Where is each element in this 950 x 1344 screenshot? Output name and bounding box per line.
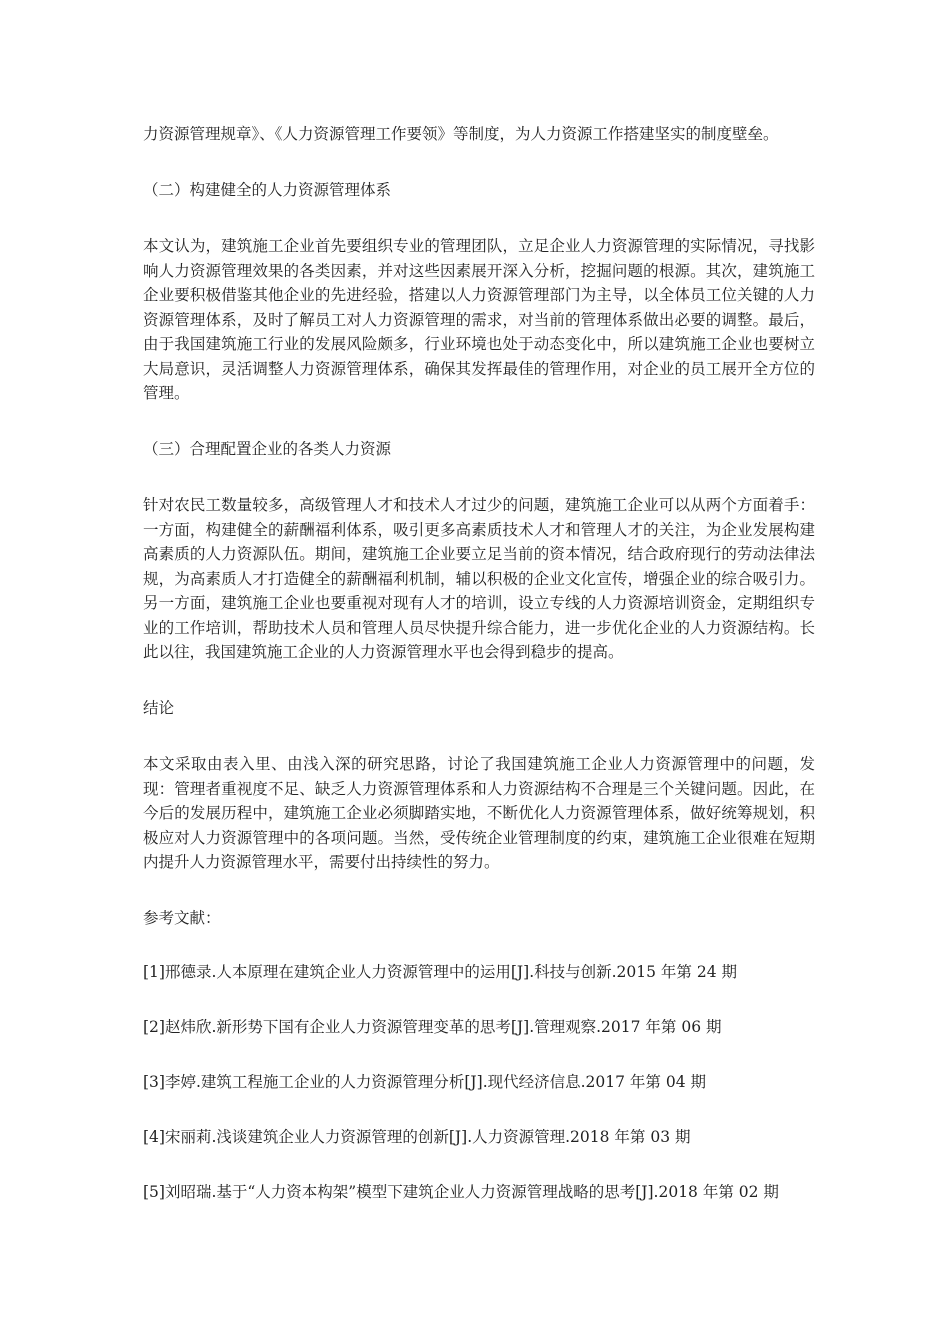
- body-paragraph-continuation: 力资源管理规章》、《人力资源管理工作要领》等制度，为人力资源工作搭建坚实的制度壁垒。: [143, 125, 779, 143]
- conclusion-paragraph: 本文采取由表入里、由浅入深的研究思路，讨论了我国建筑施工企业人力资源管理中的问题，发现：管理者重视度不足、缺乏人力资源管理体系和人力资源结构不合理是三个关键问题。因此，在今后的发展历程中，建筑施工企业必须脚踏实地，不断优化人力资源管理体系，做好统筹规划，积极应对人力资源管理中的各项问题。当然，受传统企业管理制度的约束，建筑施工企业很难在短期内提升人力资源管理水平，需要付出持续性的努力。: [143, 755, 815, 871]
- section-heading-2: （二）构建健全的人力资源管理体系: [143, 180, 392, 199]
- reference-item: [1]邢德录.人本原理在建筑企业人力资源管理中的运用[J].科技与创新.2015 年第 24 期: [143, 963, 737, 981]
- reference-item: [2]赵炜欣.新形势下国有企业人力资源管理变革的思考[J].管理观察.2017 年第 06 期: [143, 1018, 722, 1036]
- references-heading: 参考文献：: [143, 908, 221, 927]
- document-page: [143, 122, 815, 1205]
- reference-item: [3]李婷.建筑工程施工企业的人力资源管理分析[J].现代经济信息.2017 年第 04 期: [143, 1073, 706, 1091]
- reference-item: [5]刘昭瑞.基于“人力资本构架”模型下建筑企业人力资源管理战略的思考[J].2018 年第 02 期: [143, 1183, 779, 1201]
- section-heading-3: （三）合理配置企业的各类人力资源: [143, 439, 392, 458]
- reference-item: [4]宋丽莉.浅谈建筑企业人力资源管理的创新[J].人力资源管理.2018 年第 03 期: [143, 1128, 691, 1146]
- conclusion-heading: 结论: [143, 698, 175, 717]
- body-paragraph-management-system: 本文认为，建筑施工企业首先要组织专业的管理团队，立足企业人力资源管理的实际情况，寻找影响人力资源管理效果的各类因素，并对这些因素展开深入分析，挖掘问题的根源。其次，建筑施工企业要积极借鉴其他企业的先进经验，搭建以人力资源管理部门为主导，以全体员工位关键的人力资源管理体系，及时了解员工对人力资源管理的需求，对当前的管理体系做出必要的调整。最后，由于我国建筑施工行业的发展风险颇多，行业环境也处于动态变化中，所以建筑施工企业也要树立大局意识，灵活调整人力资源管理体系，确保其发挥最佳的管理作用，对企业的员工展开全方位的管理。: [143, 237, 815, 402]
- body-paragraph-resource-allocation: 针对农民工数量较多，高级管理人才和技术人才过少的问题，建筑施工企业可以从两个方面着手：一方面，构建健全的薪酬福利体系，吸引更多高素质技术人才和管理人才的关注，为企业发展构建高素质的人力资源队伍。期间，建筑施工企业要立足当前的资本情况，结合政府现行的劳动法律法规，为高素质人才打造健全的薪酬福利机制，辅以积极的企业文化宣传，增强企业的综合吸引力。另一方面，建筑施工企业也要重视对现有人才的培训，设立专线的人力资源培训资金，定期组织专业的工作培训，帮助技术人员和管理人员尽快提升综合能力，进一步优化企业的人力资源结构。长此以往，我国建筑施工企业的人力资源管理水平也会得到稳步的提高。: [143, 496, 815, 661]
